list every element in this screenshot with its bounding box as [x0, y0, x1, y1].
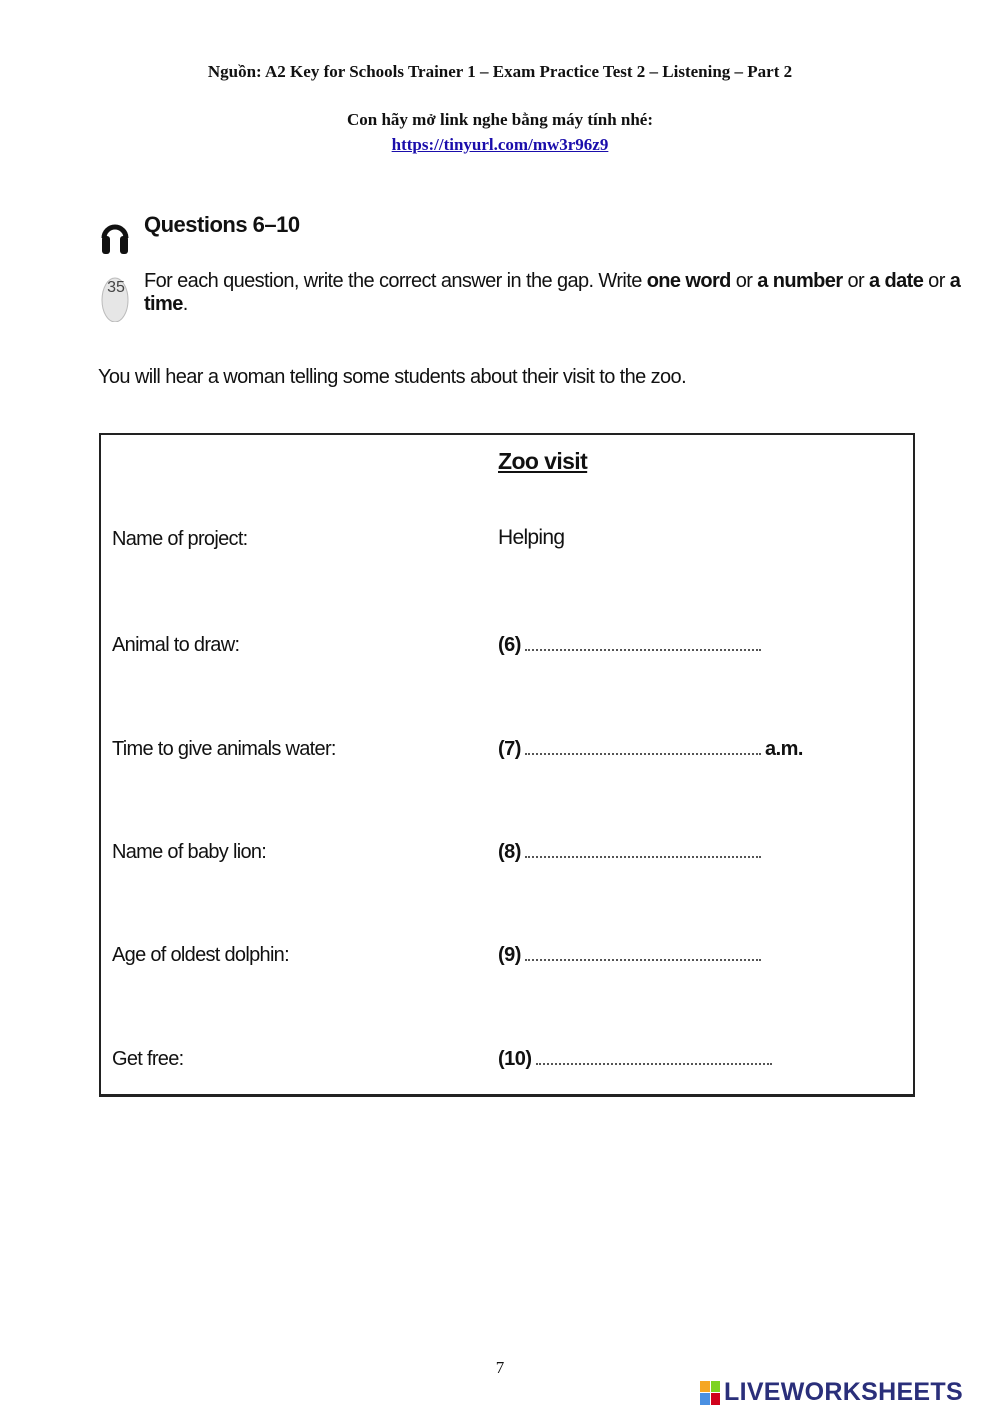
- form-title: Zoo visit: [498, 448, 588, 474]
- audio-link[interactable]: https://tinyurl.com/mw3r96z9: [391, 135, 609, 154]
- track-number: 35: [107, 279, 125, 296]
- row-label-dolphin-age: Age of oldest dolphin:: [112, 944, 289, 966]
- answer-gap-10[interactable]: [498, 1048, 772, 1071]
- headphones-icon: [100, 212, 130, 322]
- answer-line[interactable]: [525, 957, 761, 961]
- row-label-get-free: Get free:: [112, 1048, 184, 1070]
- questions-instruction: For each question, write the correct answer in the gap. Write one word or a number or a date or a time.: [144, 270, 961, 315]
- answer-gap-7[interactable]: [498, 738, 803, 761]
- brand-name: LIVEWORKSHEETS: [724, 1378, 963, 1406]
- gap-number: (6): [498, 634, 521, 656]
- source-line: Nguồn: A2 Key for Schools Trainer 1 – Exam Practice Test 2 – Listening – Part 2: [207, 62, 793, 81]
- page-number: 7: [495, 1358, 505, 1377]
- row-value-project: Helping: [498, 526, 565, 549]
- gap-suffix: a.m.: [764, 738, 803, 760]
- answer-line[interactable]: [536, 1061, 772, 1065]
- listening-intro: You will hear a woman telling some students about their visit to the zoo.: [98, 366, 687, 388]
- answer-line[interactable]: [525, 854, 761, 858]
- liveworksheets-brand: [700, 1378, 963, 1407]
- gap-number: (10): [498, 1048, 532, 1070]
- row-label-water-time: Time to give animals water:: [112, 738, 336, 760]
- answer-line[interactable]: [525, 647, 761, 651]
- gap-number: (8): [498, 841, 521, 863]
- gap-number: (7): [498, 738, 521, 760]
- questions-title: Questions 6–10: [144, 212, 300, 237]
- row-label-project: Name of project:: [112, 528, 248, 550]
- answer-gap-9[interactable]: [498, 944, 761, 967]
- row-label-baby-lion: Name of baby lion:: [112, 841, 267, 863]
- listen-instruction: Con hãy mở link nghe bằng máy tính nhé:: [346, 110, 654, 129]
- audio-link-line: [0, 135, 1000, 155]
- liveworksheets-logo-icon: [700, 1381, 720, 1405]
- gap-number: (9): [498, 944, 521, 966]
- answer-line[interactable]: [525, 751, 761, 755]
- answer-gap-8[interactable]: [498, 841, 761, 864]
- row-label-animal: Animal to draw:: [112, 634, 240, 656]
- answer-gap-6[interactable]: [498, 634, 761, 657]
